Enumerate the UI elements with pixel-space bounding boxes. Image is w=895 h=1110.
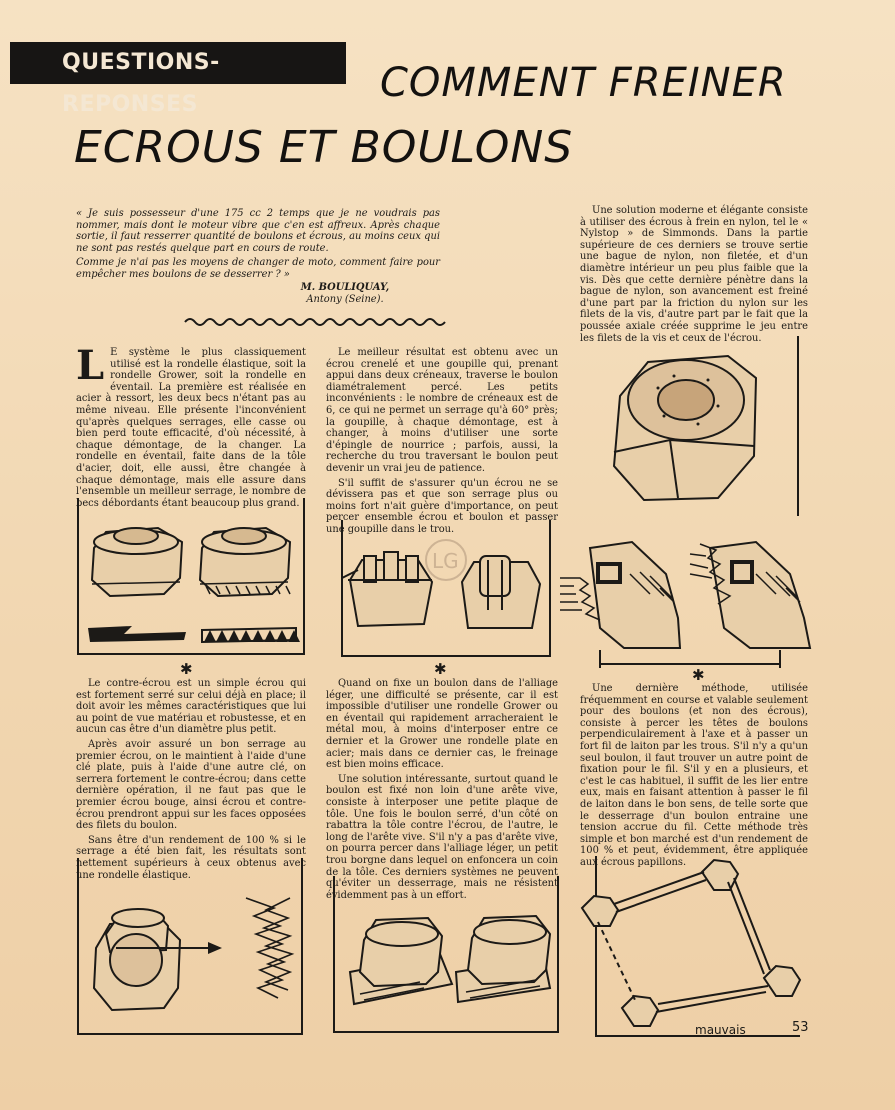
- question-author: M. BOULIQUAY,: [300, 282, 390, 293]
- figure-lock-washers: [76, 498, 306, 658]
- column2-bottom-text: [326, 678, 558, 904]
- page-number: 53: [792, 1020, 809, 1035]
- banner-label: QUESTIONS-REPONSES: [62, 50, 220, 117]
- article-title-line1: COMMENT FREINER: [380, 60, 787, 106]
- article-title-line2: ECROUS ET BOULONS: [74, 122, 574, 173]
- col1b-paragraph-3: Sans être d'un rendement de 100 % si le serrage a été bien fait, les résultats sont nettement supérieurs à ceux obtenus avec une rondelle élastique.: [76, 834, 306, 881]
- wavy-divider: [185, 316, 445, 328]
- column3-bottom-text: [580, 683, 808, 872]
- col1-paragraph-1: E système le plus classiquement utilisé est la rondelle élastique, soit la rondelle Grower, soit la rondelle en éventail. La première est réalisée en acier à ressort, les deux becs n'étant pas au même niveau. Elle présente l'inconvénient qu'après quelques serrages, elle casse ou bien perd toute efficacité, d'où nécessité, à chaque démontage, de la changer. La rondelle en éventail, faite dans de la tôle d'acier, doit, elle aussi, être changée à chaque démontage, mais elle assure dans l'ensemble un meilleur serrage, le nombre de becs débordants étant beaucoup plus grand.: [76, 347, 306, 509]
- column3-top-text: [580, 205, 808, 347]
- col1b-paragraph-2: Après avoir assuré un bon serrage au premier écrou, on le maintient à l'aide d'une clé plate, puis à l'aide d'une autre clé, on serrera fortement le contre-écrou; dans cette dernière opération, il ne faut pas que le premier écrou bouge, ainsi écrou et contre-écrou prendront appui sur les faces opposées des filets du boulon.: [76, 738, 306, 832]
- separator-star-2: ✱: [434, 660, 447, 678]
- column2-top-text: [326, 347, 558, 539]
- svg-text:LG: LG: [432, 549, 459, 573]
- section-banner: [10, 42, 346, 117]
- figure-label: mauvais: [695, 1023, 746, 1037]
- figure-nylon-nut: [578, 336, 802, 536]
- col2b-paragraph-1: Quand on fixe un boulon dans de l'alliage léger, une difficulté se présente, car il est impossible d'utiliser une rondelle Grower ou en éventail qui rapidement arracheraient le métal mou, à moins d'interposer entre ce dernier et la Grower une rondelle plate en acier; mais dans ce dernier cas, le freinage est bien moins efficace.: [326, 678, 558, 771]
- column1-top-text: [76, 342, 306, 512]
- separator-star-1: ✱: [180, 660, 193, 678]
- column1-bottom-text: [76, 678, 306, 884]
- col2-paragraph-1: Le meilleur résultat est obtenu avec un écrou crenelé et une goupille qui, prenant appui dans deux créneaux, traverse le boulon diamétralement percé. Les petits inconvénients : le nombre de créneaux est de 6, ce qui ne permet un serrage qu'à 60° près; la goupille, à chaque démontage, est à changer, à moins d'utiliser une sorte d'épingle de nourrice ; parfois, aussi, la recherche du trou traversant le boulon peut devenir un vrai jeu de patience.: [326, 347, 558, 474]
- question-paragraph-2: Comme je n'ai pas les moyens de changer de moto, comment faire pour empêcher mes boulons de se desserrer ? »: [76, 257, 440, 280]
- figure-nylon-section: [560, 534, 830, 668]
- col3b-paragraph-1: Une dernière méthode, utilisée fréquemment en course et valable seulement pour des boulons (et non des écrous), consiste à percer les têtes de boulons perpendiculairement à l'axe et à passer un fort fil de laiton par les trous. S'il n'y a qu'un seul boulon, il faut trouver un autre point de fixation pour le fil. S'il y en a plusieurs, et c'est le cas habituel, il suffit de les lier entre eux, mais en faisant attention à passer le fil de laiton dans le bon sens, de telle sorte que le desserrage d'un boulon entraine une tension accrue du fil. Cette méthode très simple et bon marché est d'un rendement de 100 % et peut, évidemment, être appliquée aux écrous papillons.: [580, 683, 808, 868]
- figure-wire-locking: [574, 852, 806, 1038]
- figure-lock-nut: [76, 858, 310, 1036]
- col3-paragraph-1: Une solution moderne et élégante consiste à utiliser des écrous à frein en nylon, tel le « Nylstop » de Simmonds. Dans la partie supérieure de ces derniers se trouve sertie une bague de nylon, non filetée, et d'un diamètre intérieur un peu plus faible que la vis. Dès que cette dernière pénètre dans la bague de nylon, son avancement est freiné d'une part par la friction du nylon sur les filets de la vis, d'autre part par le fait que la poussée axiale créée supprime le jeu entre les filets de la vis et ceux de l'écrou.: [580, 205, 808, 344]
- col2-paragraph-2: S'il suffit de s'assurer qu'un écrou ne se dévissera pas et que son serrage plus ou moins fort n'ait guère d'importance, on peut percer ensemble écrou et boulon et passer une goupille dans le trou.: [326, 477, 558, 535]
- reader-question: [76, 208, 440, 284]
- col2b-paragraph-2: Une solution intéressante, surtout quand le boulon est fixé non loin d'une arête vive, consiste à interposer une petite plaque de tôle. Une fois le boulon serré, d'un côté on rabattra la tôle contre l'écrou, de l'autre, le long de l'arête vive. S'il n'y a pas d'arête vive, on pourra percer dans l'alliage léger, un petit trou borgne dans lequel on enfoncera un coin de la tôle. Ces derniers systèmes ne peuvent qu'éviter un desserrage, mais ne résistent évidemment pas à un effort.: [326, 773, 558, 901]
- figure-castle-nut: [328, 520, 558, 660]
- question-signature: [250, 282, 440, 305]
- col1b-paragraph-1: Le contre-écrou est un simple écrou qui est fortement serré sur celui déjà en place; il doit avoir les mêmes caractéristiques que lui au point de vue matériau et robustesse, et en aucun cas être d'un diamètre plus petit.: [76, 678, 306, 736]
- question-location: Antony (Seine).: [306, 293, 384, 305]
- drop-cap: L: [76, 342, 105, 389]
- figure-tab-washer: [330, 876, 562, 1036]
- question-paragraph-1: « Je suis possesseur d'une 175 cc 2 temps que je ne voudrais pas nommer, mais dont le moteur vibre que c'en est affreux. Après chaque sortie, il faut resserrer quantité de boulons et écrous, au moins ceux qui ne sont pas restés quelque part en cours de route.: [76, 208, 440, 254]
- separator-star-3: ✱: [692, 666, 705, 684]
